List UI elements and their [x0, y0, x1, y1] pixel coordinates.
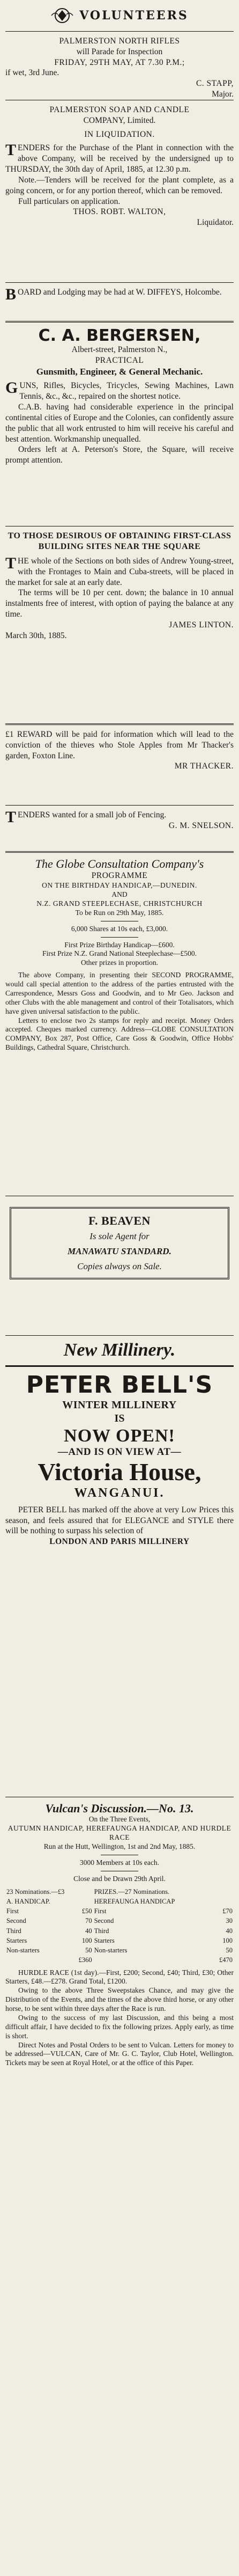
soap-signature: THOS. ROBT. WALTON,	[73, 207, 166, 217]
vulcan-table-row	[5, 1936, 234, 1945]
globe-run: To be Run on 29th May, 1885.	[75, 908, 164, 917]
rifles-rank: Major.	[212, 90, 234, 99]
vulcan-col-left: 23 Nominations.—£3	[6, 1887, 65, 1896]
millinery-open: NOW OPEN!	[64, 1425, 175, 1446]
globe-title: The Globe Consultation Company's	[35, 857, 204, 870]
millinery-heading: New Millinery.	[63, 1340, 176, 1360]
vulcan-table-cell: 40	[85, 1927, 92, 1935]
millinery-name: PETER BELL'S	[26, 1371, 213, 1399]
beaven-box	[10, 1207, 229, 1279]
bergersen-trade: Gunsmith, Engineer, & General Mechanic.	[36, 366, 203, 377]
masthead	[5, 0, 234, 32]
board-lodging-notice	[5, 283, 234, 323]
bergersen-body3: Orders left at A. Peterson's Store, the Square, will receive prompt attention.	[5, 445, 234, 465]
vulcan-table-cell: HEREFAUNGA HANDICAP	[94, 1897, 175, 1905]
globe-and: AND	[111, 890, 128, 898]
soap-candle-notice	[5, 100, 234, 283]
millinery-winter: WINTER MILLINERY	[62, 1399, 177, 1411]
millinery-house: Victoria House,	[38, 1458, 201, 1485]
vulcan-table-row	[5, 1945, 234, 1955]
bergersen-name: C. A. BERGERSEN,	[38, 326, 201, 345]
globe-body2: Letters to enclose two 2s stamps for reply and receipt. Money Orders accepted. Cheques marked currency. Address—GLOBE CONSULTATION COMPANY, Box 287, Post Office, Care Goss & Goodwin, Office Hobbs' Buildings, Cathedral Square, Christchurch.	[5, 1016, 234, 1052]
soap-head3: IN LIQUIDATION.	[84, 129, 155, 139]
globe-body: The above Company, in presenting their SECOND PROGRAMME, would call special attention to the address of the parties entrusted with the Carrespondence, Messrs Goss and Goodwin, and to Mr Geo. Jackson and other Clubs with the able management and control of their Totalisators, which have given universal satisfaction to the public.	[5, 971, 234, 1015]
vulcan-table-cell: A. HANDICAP.	[6, 1897, 50, 1905]
vulcan-body3: Direct Notes and Postal Orders to be sent to Vulcan. Letters for money to be addressed—VULCAN, Care of Mr. G. C. Taylor, Club Hotel, Wellington. Tickets may be seen at Royal Hotel, or at the office of this Paper.	[5, 2040, 234, 2067]
vulcan-events2: Run at the Hutt, Wellington, 1st and 2nd May, 1885.	[43, 1842, 196, 1850]
vulcan-table-cell: £470	[219, 1956, 233, 1964]
vulcan-table-cell: Non-starters	[94, 1946, 128, 1955]
millinery-ad	[5, 1336, 234, 1797]
vulcan-shares: 3000 Members at 10s each.	[79, 1858, 160, 1867]
millinery-london: LONDON AND PARIS MILLINERY	[49, 1537, 190, 1547]
sites-signature: JAMES LINTON.	[169, 620, 234, 630]
bergersen-body1: GUNS, Rifles, Bicycles, Tricycles, Sewing Machines, Lawn Tennis, &c., &c., repaired on the shortest notice.	[5, 379, 234, 401]
bergersen-practical: PRACTICAL	[95, 355, 144, 365]
vulcan-table-cell: Third	[6, 1927, 21, 1935]
vulcan-table-cell: Second	[94, 1917, 114, 1925]
vulcan-table-cell: 30	[226, 1917, 233, 1925]
millinery-is: IS	[114, 1413, 125, 1425]
rifles-line3: FRIDAY, 29TH MAY, AT 7.30 P.M.;	[54, 57, 185, 67]
vulcan-table-cell: Second	[6, 1917, 26, 1925]
vulcan-on: On the Three Events,	[88, 1815, 151, 1824]
sites-heading: TO THOSE DESIROUS OF OBTAINING FIRST-CLASS BUILDING SITES NEAR THE SQUARE	[8, 531, 231, 552]
vulcan-table-cell: Starters	[6, 1936, 27, 1944]
soap-full: Full particulars on application.	[18, 196, 121, 206]
vulcan-table-row	[5, 1897, 234, 1906]
globe-prize3: Other prizes in proportion.	[81, 958, 158, 967]
vulcan-col-right: PRIZES.—27 Nominations.	[94, 1887, 170, 1896]
vulcan-table-cell: 40	[226, 1927, 233, 1935]
millinery-view: —AND IS ON VIEW AT—	[57, 1446, 182, 1458]
soap-head2: COMPANY, Limited.	[83, 115, 156, 125]
vulcan-table-cell: 100	[222, 1936, 233, 1944]
vulcan-table-cell: Third	[94, 1927, 109, 1935]
vulcan-table-cell	[93, 1955, 212, 1965]
vulcan-prize-table	[5, 1887, 234, 1965]
reward-signature: MR THACKER.	[174, 762, 234, 771]
fencing-notice	[5, 806, 234, 853]
vulcan-table-cell	[212, 1897, 234, 1906]
reward-notice	[5, 725, 234, 806]
bergersen-address: Albert-street, Palmerston N.,	[71, 345, 168, 354]
rifles-line4: if wet, 3rd June.	[5, 68, 59, 78]
vulcan-table-cell: 50	[85, 1946, 92, 1955]
rifles-line2: will Parade for Inspection	[76, 47, 163, 56]
sites-date: March 30th, 1885.	[5, 631, 67, 640]
vulcan-table-row	[5, 1916, 234, 1926]
soap-head1: PALMERSTON SOAP AND CANDLE	[49, 105, 190, 114]
globe-prize2: First Prize N.Z. Grand National Steeplechase—£500.	[42, 949, 197, 958]
rifles-line1: PALMERSTON NORTH RIFLES	[59, 36, 180, 46]
vulcan-table-cell	[71, 1897, 93, 1906]
globe-on1: ON THE BIRTHDAY HANDICAP,—DUNEDIN.	[42, 881, 197, 890]
vulcan-close: Close and be Drawn 29th April.	[73, 1874, 166, 1883]
millinery-body: PETER BELL has marked off the above at very Low Prices this season, and feels assured that for ELEGANCE and STYLE there will be nothing to surpass his selection of	[5, 1505, 234, 1536]
vulcan-table-cell: £360	[78, 1956, 92, 1964]
vulcan-body: Owing to the above Three Sweepstakes Chance, and may give the Distribution of the Events, and the times of the above third horse, or any other horse, to be sent within three days after the Race is run.	[5, 1986, 234, 2013]
vulcan-table-row	[5, 1926, 234, 1936]
fencing-signature: G. M. SNELSON.	[168, 821, 234, 830]
vulcan-title: Vulcan's Discussion.—No. 13.	[45, 1802, 194, 1815]
vulcan-table-cell: Non-starters	[6, 1946, 40, 1955]
building-sites-ad	[5, 526, 234, 725]
reward-body: £1 REWARD will be paid for information which will lead to the conviction of the thieves who Stole Apples from Mr Thacker's garden, Foxton Line.	[5, 730, 234, 760]
vulcan-table-cell: 50	[226, 1946, 233, 1955]
vulcan-table-row	[5, 1906, 234, 1916]
rifles-notice	[5, 32, 234, 100]
vulcan-hurdle: HURDLE RACE (1st day).—First, £200; Second, £40; Third, £30; Other Starters, £48.—£278. Grand Total, £1200.	[5, 1968, 234, 1986]
vulcan-table-cell: First	[94, 1907, 107, 1915]
bergersen-ad	[5, 323, 234, 526]
soap-note: Note.—Tenders will be received for the plant complete, as a going concern, or for any portion thereof, which can be removed.	[5, 175, 234, 195]
vulcan-table-cell: First	[6, 1907, 19, 1915]
vulcan-table-cell: £50	[81, 1907, 92, 1915]
vulcan-events1: AUTUMN HANDICAP, HEREFAUNGA HANDICAP, AND HURDLE RACE	[8, 1824, 231, 1842]
vulcan-table-head	[5, 1887, 234, 1897]
bergersen-body2: C.A.B. having had considerable experience in the principal continental cities of Europe and the Colonies, can confidently assure the public that all work entrusted to him will receive his careful and best attention. Workmanship unequalled.	[5, 402, 234, 444]
beaven-name: F. BEAVEN	[88, 1214, 151, 1227]
beaven-line1: Is sole Agent for	[89, 1231, 150, 1242]
vulcan-table-row	[5, 1955, 234, 1965]
sites-body1: THE whole of the Sections on both sides of Andrew Young-street, with the Frontages to Main and Cuba-streets, will be placed in the market for sale at an early date.	[5, 554, 234, 587]
board-body: BOARD and Lodging may be had at W. DIFFEYS, Holcombe.	[5, 286, 222, 303]
vulcan-table-cell: 100	[81, 1936, 92, 1944]
sites-body2: The terms will be 10 per cent. down; the balance in 10 annual instalments free of interest, with option of paying the balance at any time.	[5, 588, 234, 619]
soap-body: TENDERS for the Purchase of the Plant in connection with the above Company, will be received by the undersigned up to THURSDAY, the 30th day of April, 1885, at 12.30 p.m.	[5, 141, 234, 174]
crest-icon	[50, 6, 74, 25]
vulcan-table-cell	[5, 1955, 71, 1965]
globe-programme: PROGRAMME	[91, 871, 148, 881]
vulcan-body2: Owing to the success of my last Discussion, and this being a most difficult affair, I have decided to fix the following prizes. Apply early, as time is short.	[5, 2013, 234, 2040]
globe-prize1: First Prize Birthday Handicap—£600.	[64, 940, 175, 949]
millinery-town: WANGANUI.	[74, 1485, 165, 1500]
vulcan-table-cell: Starters	[94, 1936, 115, 1944]
masthead-title: VOLUNTEERS	[79, 9, 189, 23]
vulcan-discussion-ad	[5, 1797, 234, 2073]
beaven-ad	[5, 1196, 234, 1336]
vulcan-table-cell: £70	[222, 1907, 233, 1915]
fencing-body: TENDERS wanted for a small job of Fencing.	[5, 808, 167, 826]
globe-shares: 6,000 Shares at 10s each, £3,000.	[71, 924, 168, 933]
beaven-line2: MANAWATU STANDARD.	[68, 1246, 171, 1257]
globe-consultation-ad	[5, 853, 234, 1196]
globe-on2: N.Z. GRAND STEEPLECHASE, CHRISTCHURCH	[36, 899, 203, 908]
beaven-line3: Copies always on Sale.	[77, 1261, 162, 1271]
vulcan-table-cell: 70	[85, 1917, 92, 1925]
soap-role: Liquidator.	[197, 218, 234, 228]
rifles-signature: C. STAPP,	[196, 79, 234, 89]
